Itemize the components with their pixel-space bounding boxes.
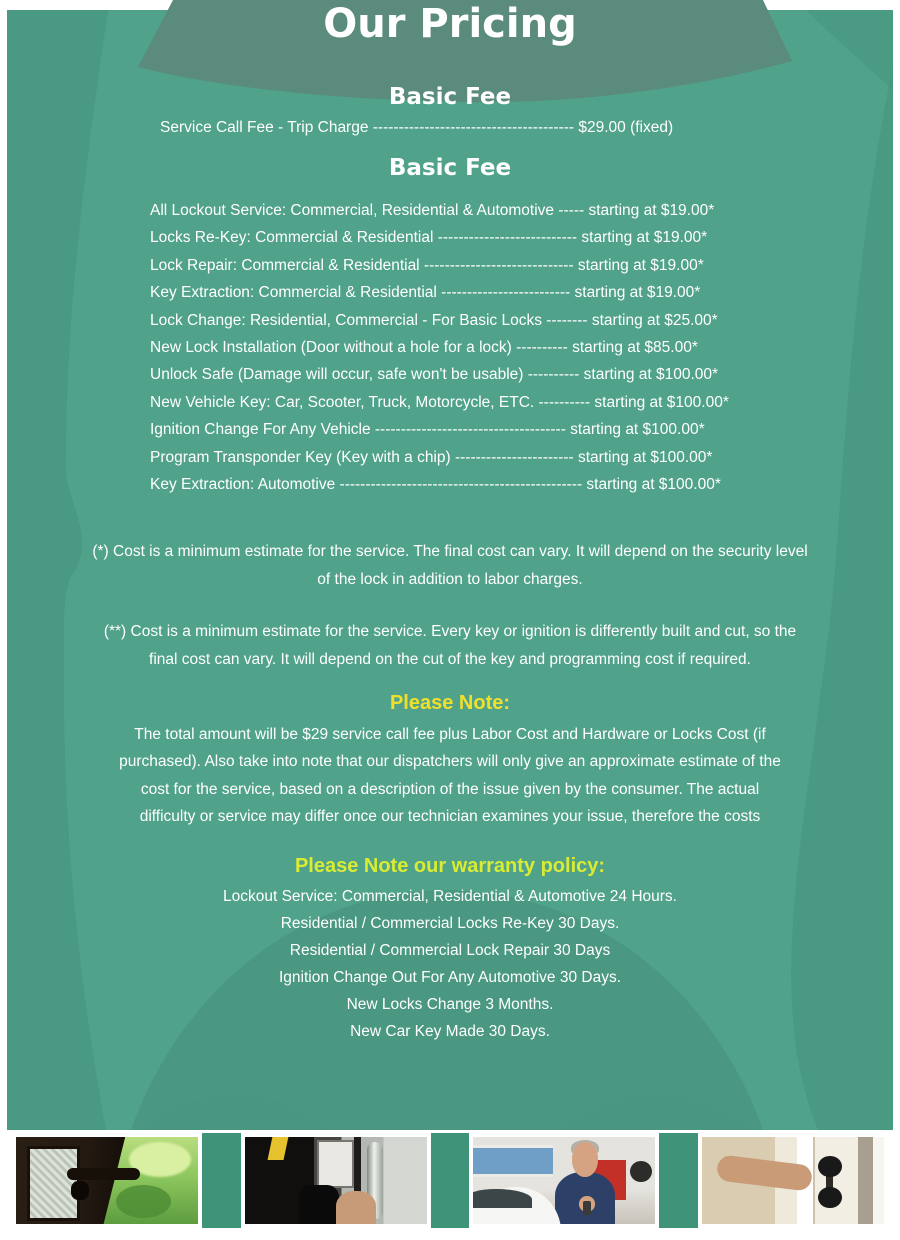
car-key — [583, 1201, 590, 1215]
page-title: Our Pricing — [323, 1, 577, 47]
please-note-heading: Please Note: — [389, 692, 511, 714]
photo-strip — [12, 1133, 888, 1228]
price-line: Lock Change: Residential, Commercial - For Basic Locks -------- starting at $25.00* — [150, 311, 718, 329]
tire — [630, 1161, 652, 1182]
warranty-policy-heading: Please Note our warranty policy: — [294, 855, 606, 877]
locksmith-opening-door-photo — [241, 1133, 431, 1228]
price-line: All Lockout Service: Commercial, Residential & Automotive ----- starting at $19.00* — [150, 202, 715, 219]
service-call-fee-line: Service Call Fee - Trip Charge --------------------------------------- $29.00 (fixed) — [160, 119, 674, 136]
double-asterisk-footnote: (**) Cost is a minimum estimate for the service. Every key or ignition is differently built and cut, so the final cost can vary. It will depend on the cut of the key and programming cost if required. — [103, 623, 797, 668]
warranty-line: New Car Key Made 30 Days. — [350, 1023, 550, 1040]
door-lock-photo — [12, 1133, 202, 1228]
yellow-tool — [268, 1137, 289, 1160]
price-line: Ignition Change For Any Vehicle ------------------------------------- starting at $100.00* — [150, 421, 705, 439]
door-handle — [67, 1168, 140, 1180]
basic-fee-heading-1: Basic Fee — [388, 84, 512, 110]
automotive-locksmith-photo — [469, 1133, 659, 1228]
warranty-line: New Locks Change 3 Months. — [346, 996, 554, 1013]
price-line: Locks Re-Key: Commercial & Residential --------------------------- starting at $19.00* — [150, 229, 708, 247]
garden-bokeh — [116, 1185, 171, 1218]
wall — [873, 1137, 884, 1224]
asterisk-footnote: (*) Cost is a minimum estimate for the service. The final cost can vary. It will depend on the security level of the lock in addition to labor charges. — [92, 543, 808, 588]
price-line: New Vehicle Key: Car, Scooter, Truck, Motorcycle, ETC. ---------- starting at $100.00* — [150, 393, 729, 411]
jacket-sleeve — [299, 1185, 339, 1224]
warranty-list — [100, 883, 800, 1045]
mechanic-face — [572, 1142, 598, 1177]
price-line: Lock Repair: Commercial & Residential ----------------------------- starting at $19.00* — [150, 256, 704, 274]
warranty-line: Residential / Commercial Locks Re-Key 30 Days. — [280, 915, 620, 932]
warranty-line: Residential / Commercial Lock Repair 30 Days — [289, 942, 611, 959]
warranty-line: Lockout Service: Commercial, Residential & Automotive 24 Hours. — [222, 888, 677, 905]
lock-knob — [71, 1181, 89, 1200]
door-panel — [815, 1137, 859, 1224]
price-list — [150, 197, 790, 498]
price-line: Unlock Safe (Damage will occur, safe won't be usable) ---------- starting at $100.00* — [150, 366, 719, 384]
price-line: Program Transponder Key (Key with a chip) ----------------------- starting at $100.00* — [150, 448, 713, 466]
key-in-door-lock-photo — [698, 1133, 888, 1228]
deadbolt-lock — [818, 1156, 842, 1177]
door-edge — [858, 1137, 873, 1224]
basic-fee-heading-2: Basic Fee — [388, 155, 512, 181]
please-note-paragraph: The total amount will be $29 service call fee plus Labor Cost and Hardware or Locks Cost (if purchased). Also take into note that our dispatchers will only give an approximate estimate of the cost for the service, based on a description of the issue given by the consumer. The actual difficulty or service may differ once our technician examines your issue, therefore the costs — [119, 726, 781, 825]
price-line: Key Extraction: Automotive ----------------------------------------------- starting at $100.00* — [150, 476, 721, 494]
price-line: Key Extraction: Commercial & Residential ------------------------- starting at $19.00* — [150, 284, 701, 302]
garage-window — [473, 1145, 553, 1177]
price-line: New Lock Installation (Door without a hole for a lock) ---------- starting at $85.00* — [150, 339, 698, 357]
hand — [336, 1191, 376, 1224]
door-plate — [317, 1140, 354, 1188]
windshield — [469, 1189, 531, 1208]
warranty-line: Ignition Change Out For Any Automotive 30 Days. — [278, 969, 622, 986]
